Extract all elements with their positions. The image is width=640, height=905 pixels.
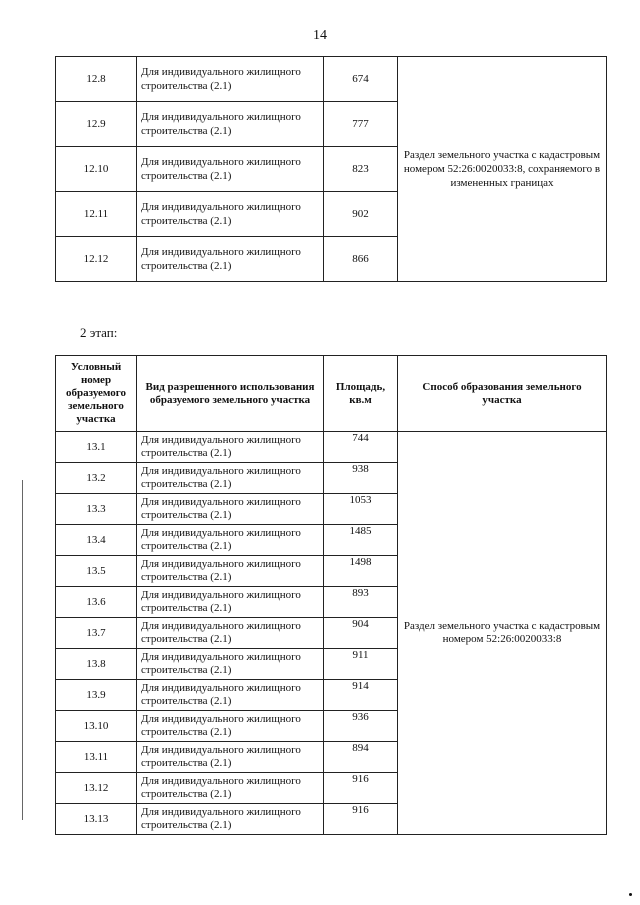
scan-dot	[629, 893, 632, 896]
plot-number-cell: 12.9	[56, 102, 137, 147]
plot-number-cell: 13.7	[56, 618, 137, 649]
permitted-use-cell: Для индивидуального жилищного строительства (2.1)	[137, 680, 324, 711]
land-plots-table-stage1	[55, 56, 607, 282]
area-cell: 936	[324, 711, 398, 742]
plot-number-cell: 13.4	[56, 525, 137, 556]
permitted-use-cell: Для индивидуального жилищного строительства (2.1)	[137, 57, 324, 102]
plot-number-cell: 13.5	[56, 556, 137, 587]
area-cell: 744	[324, 432, 398, 463]
permitted-use-cell: Для индивидуального жилищного строительства (2.1)	[137, 463, 324, 494]
permitted-use-cell: Для индивидуального жилищного строительства (2.1)	[137, 556, 324, 587]
permitted-use-cell: Для индивидуального жилищного строительства (2.1)	[137, 587, 324, 618]
area-cell: 777	[324, 102, 398, 147]
permitted-use-cell: Для индивидуального жилищного строительства (2.1)	[137, 237, 324, 282]
area-cell: 1053	[324, 494, 398, 525]
area-cell: 911	[324, 649, 398, 680]
area-cell: 902	[324, 192, 398, 237]
area-cell: 916	[324, 804, 398, 835]
table-row	[56, 57, 607, 102]
scan-margin-line	[22, 480, 23, 820]
header-area: Площадь, кв.м	[324, 356, 398, 432]
plot-number-cell: 13.2	[56, 463, 137, 494]
plot-number-cell: 13.9	[56, 680, 137, 711]
permitted-use-cell: Для индивидуального жилищного строительства (2.1)	[137, 711, 324, 742]
area-cell: 866	[324, 237, 398, 282]
permitted-use-cell: Для индивидуального жилищного строительства (2.1)	[137, 804, 324, 835]
area-cell: 893	[324, 587, 398, 618]
plot-number-cell: 13.10	[56, 711, 137, 742]
formation-method-cell: Раздел земельного участка с кадастровым номером 52:26:0020033:8, сохраняемого в измененных границах	[398, 57, 607, 282]
header-formation-method: Способ образования земельного участка	[398, 356, 607, 432]
area-cell: 1485	[324, 525, 398, 556]
plot-number-cell: 12.10	[56, 147, 137, 192]
permitted-use-cell: Для индивидуального жилищного строительства (2.1)	[137, 742, 324, 773]
plot-number-cell: 12.12	[56, 237, 137, 282]
plot-number-cell: 13.13	[56, 804, 137, 835]
page-number: 14	[313, 28, 327, 43]
area-cell: 916	[324, 773, 398, 804]
permitted-use-cell: Для индивидуального жилищного строительства (2.1)	[137, 432, 324, 463]
area-cell: 894	[324, 742, 398, 773]
permitted-use-cell: Для индивидуального жилищного строительства (2.1)	[137, 192, 324, 237]
area-cell: 674	[324, 57, 398, 102]
permitted-use-cell: Для индивидуального жилищного строительства (2.1)	[137, 649, 324, 680]
formation-method-cell: Раздел земельного участка с кадастровым номером 52:26:0020033:8	[398, 432, 607, 835]
plot-number-cell: 13.6	[56, 587, 137, 618]
plot-number-cell: 13.3	[56, 494, 137, 525]
plot-number-cell: 12.8	[56, 57, 137, 102]
area-cell: 1498	[324, 556, 398, 587]
permitted-use-cell: Для индивидуального жилищного строительства (2.1)	[137, 494, 324, 525]
permitted-use-cell: Для индивидуального жилищного строительства (2.1)	[137, 147, 324, 192]
land-plots-table-stage2	[55, 355, 607, 835]
plot-number-cell: 13.11	[56, 742, 137, 773]
plot-number-cell: 12.11	[56, 192, 137, 237]
table-row	[56, 432, 607, 463]
area-cell: 914	[324, 680, 398, 711]
permitted-use-cell: Для индивидуального жилищного строительства (2.1)	[137, 102, 324, 147]
table-header-row	[56, 356, 607, 432]
header-permitted-use: Вид разрешенного использования образуемого земельного участка	[137, 356, 324, 432]
plot-number-cell: 13.1	[56, 432, 137, 463]
area-cell: 904	[324, 618, 398, 649]
area-cell: 938	[324, 463, 398, 494]
stage-2-label: 2 этап:	[80, 325, 118, 340]
header-plot-number: Условный номер образуемого земельного участка	[56, 356, 137, 432]
plot-number-cell: 13.12	[56, 773, 137, 804]
permitted-use-cell: Для индивидуального жилищного строительства (2.1)	[137, 525, 324, 556]
area-cell: 823	[324, 147, 398, 192]
permitted-use-cell: Для индивидуального жилищного строительства (2.1)	[137, 618, 324, 649]
plot-number-cell: 13.8	[56, 649, 137, 680]
permitted-use-cell: Для индивидуального жилищного строительства (2.1)	[137, 773, 324, 804]
